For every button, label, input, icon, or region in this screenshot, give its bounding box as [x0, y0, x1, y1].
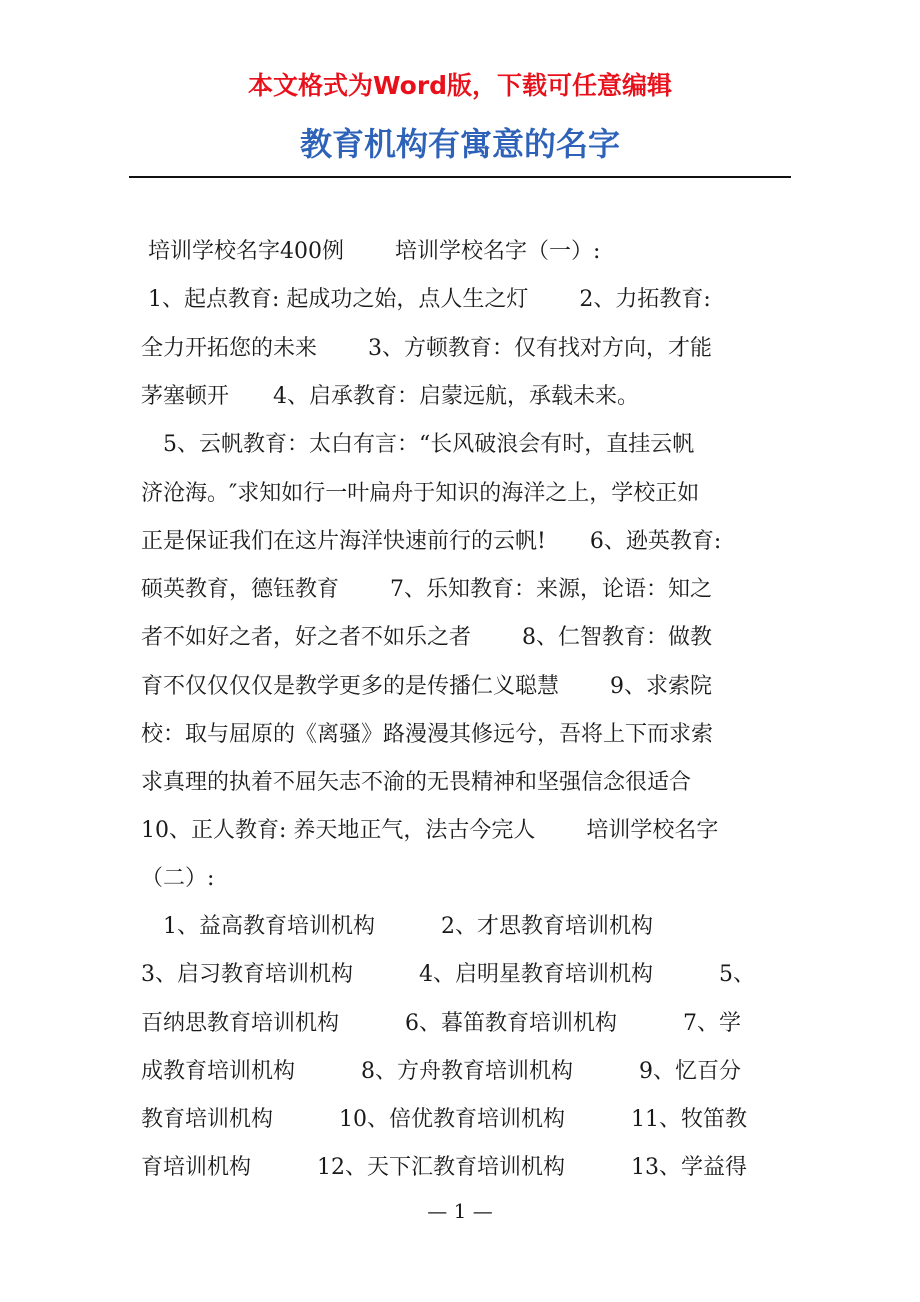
page-number: — 1 — — [427, 1199, 493, 1223]
body-line: 硕英教育，德钰教育 7、乐知教育：来源，论语：知之 — [141, 577, 712, 602]
body-line: 校：取与屈原的《离骚》路漫漫其修远兮，吾将上下而求索 — [141, 722, 714, 747]
format-banner: 本文格式为Word版，下载可任意编辑 — [247, 71, 673, 100]
body-line: 育培训机构 12、天下汇教育培训机构 13、学益得 — [141, 1155, 747, 1180]
body-line: 者不如好之者，好之者不如乐之者 8、仁智教育：做教 — [141, 625, 712, 650]
body-line: 正是保证我们在这片海洋快速前行的云帆! 6、逊英教育: — [141, 529, 722, 554]
body-line: 1、起点教育: 起成功之始，点人生之灯 2、力拓教育: — [141, 287, 711, 312]
body-line: （二）: — [141, 866, 215, 891]
body-line: 培训学校名字400例 培训学校名字（一）: — [141, 239, 601, 264]
document-title: 教育机构有寓意的名字 — [299, 125, 620, 163]
body-line: 3、启习教育培训机构 4、启明星教育培训机构 5、 — [141, 962, 755, 987]
body-line: 全力开拓您的未来 3、方顿教育：仅有找对方向，才能 — [141, 336, 712, 361]
body-line: 10、正人教育: 养天地正气，法古今完人 培训学校名字 — [141, 818, 719, 843]
body-line: 育不仅仅仅仅是教学更多的是传播仁义聪慧 9、求索院 — [141, 674, 712, 699]
body-line: 济沧海。″求知如行一叶扁舟于知识的海洋之上，学校正如 — [141, 481, 700, 506]
body-line: 求真理的执着不屈矢志不渝的无畏精神和坚强信念很适合 — [141, 770, 692, 795]
body-line: 成教育培训机构 8、方舟教育培训机构 9、忆百分 — [141, 1059, 741, 1084]
body-line: 教育培训机构 10、倍优教育培训机构 11、牧笛教 — [141, 1107, 747, 1132]
body-line: 百纳思教育培训机构 6、暮笛教育培训机构 7、学 — [141, 1011, 741, 1036]
title-divider — [129, 176, 791, 178]
body-line: 茅塞顿开 4、启承教育：启蒙远航，承载未来。 — [141, 384, 639, 409]
body-line: 1、益高教育培训机构 2、才思教育培训机构 — [141, 914, 653, 939]
body-line: 5、云帆教育：太白有言：“长风破浪会有时，直挂云帆 — [141, 432, 695, 457]
